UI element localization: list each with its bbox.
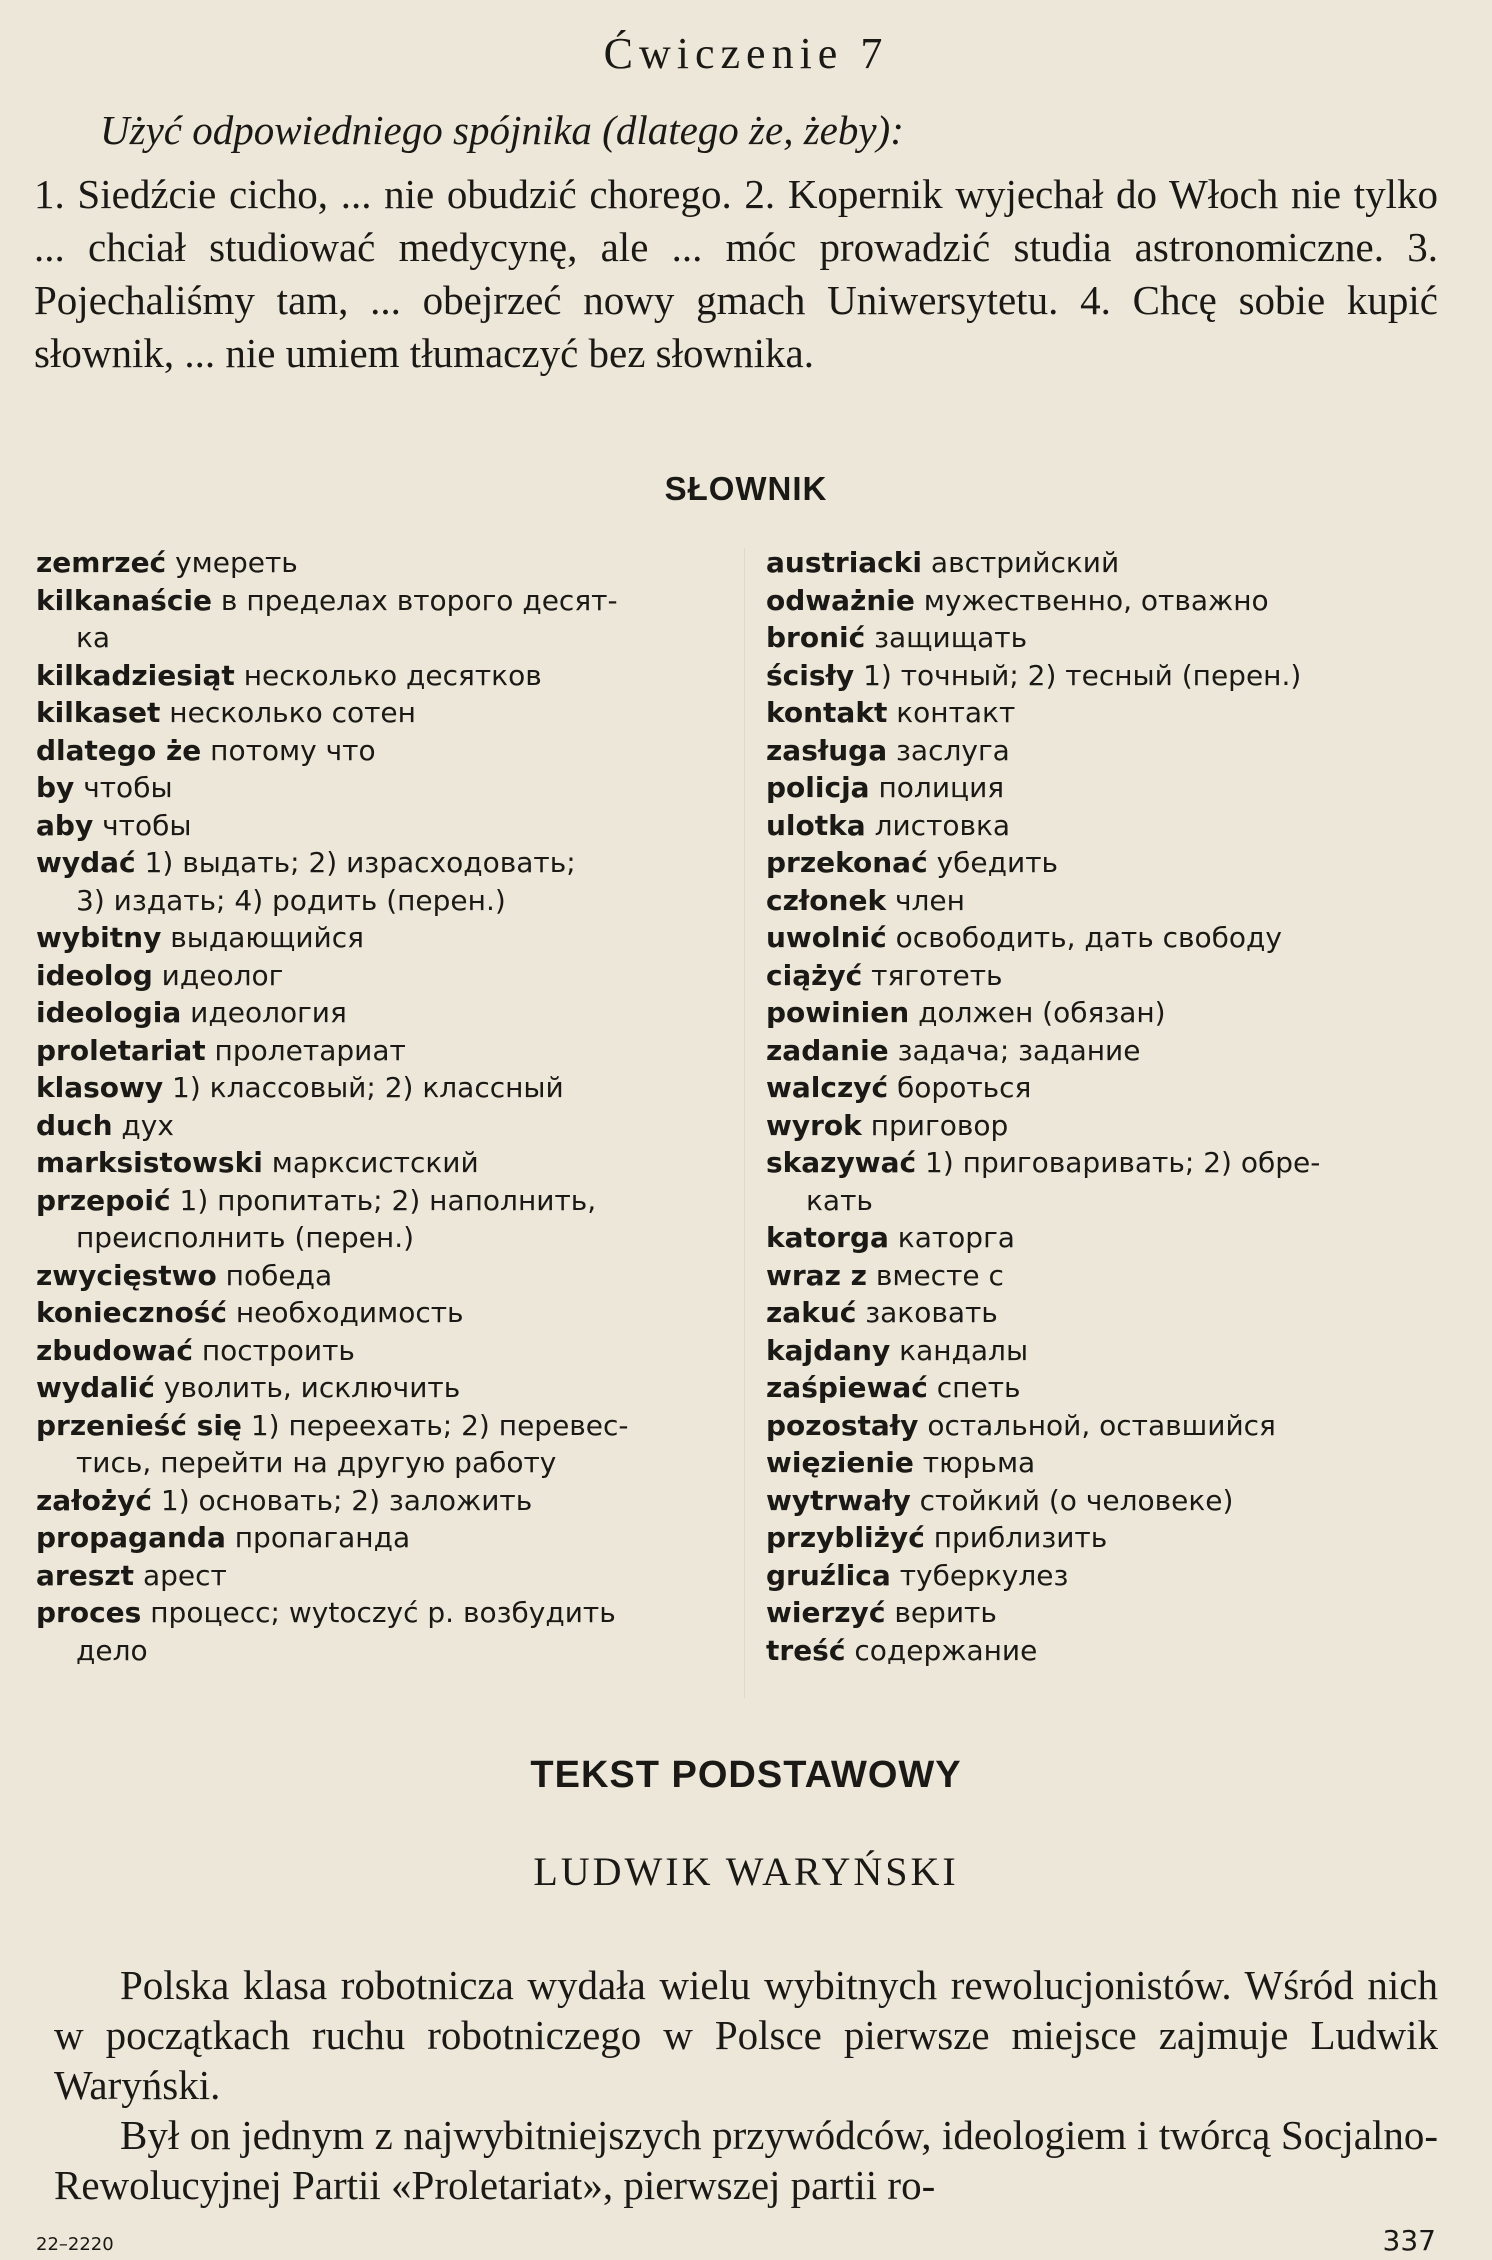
entry-translation: пропаганда bbox=[234, 1521, 411, 1554]
dictionary-entry bbox=[36, 1257, 736, 1295]
entry-translation: несколько десятков bbox=[243, 658, 542, 692]
entry-translation: пролетариат bbox=[214, 1033, 406, 1067]
entry-word: przybliżyć bbox=[766, 1521, 925, 1554]
entry-translation: спеть bbox=[936, 1371, 1021, 1404]
entry-translation: выдающийся bbox=[170, 921, 364, 954]
entry-translation: полиция bbox=[878, 771, 1005, 804]
entry-word: odważnie bbox=[766, 583, 915, 617]
dictionary-entry bbox=[36, 1594, 736, 1669]
entry-word: konieczność bbox=[36, 1296, 227, 1329]
entry-word: marksistowski bbox=[36, 1146, 263, 1179]
dictionary-entry bbox=[766, 732, 1456, 770]
entry-word: wybitny bbox=[36, 921, 162, 954]
dictionary-entry bbox=[36, 844, 736, 919]
dictionary-entry bbox=[36, 1144, 736, 1182]
dictionary-entry bbox=[766, 1519, 1456, 1557]
page-number: 337 bbox=[1382, 2224, 1436, 2257]
entry-word: pozostały bbox=[766, 1408, 919, 1442]
dictionary-entry bbox=[766, 582, 1456, 620]
entry-translation: умереть bbox=[175, 546, 298, 579]
dictionary-entry bbox=[766, 1107, 1456, 1145]
entry-translation: член bbox=[894, 883, 965, 917]
dictionary-entry bbox=[36, 1182, 736, 1257]
dictionary-entry bbox=[766, 882, 1456, 920]
entry-word: ścisły bbox=[766, 658, 855, 692]
entry-translation: дух bbox=[121, 1108, 174, 1142]
entry-translation: верить bbox=[894, 1596, 997, 1629]
entry-word: duch bbox=[36, 1108, 113, 1142]
entry-translation: листовка bbox=[874, 808, 1011, 842]
dictionary-entry bbox=[766, 1482, 1456, 1520]
entry-word: zasługa bbox=[766, 733, 888, 767]
exercise-instruction: Użyć odpowiedniego spójnika (dlatego że, żeby): bbox=[100, 107, 904, 153]
exercise-body: 1. Siedźcie cicho, ... nie obudzić chorego. 2. Kopernik wyjechał do Włoch nie tylko ... chciał studiować medycynę, ale ... móc prowadzić studia astronomiczne. 3. Pojechaliśmy tam, ... obejrzeć nowy gmach Uniwersytetu. 4. Chcę sobie kupić słownik, ... nie umiem tłumaczyć bez słownika. bbox=[34, 171, 1438, 376]
dictionary-entry bbox=[36, 1069, 736, 1107]
entry-translation-continued: кать bbox=[806, 1183, 873, 1217]
entry-translation: идеолог bbox=[161, 958, 284, 992]
entry-word: zbudować bbox=[36, 1333, 193, 1367]
entry-translation: содержание bbox=[854, 1633, 1038, 1667]
entry-translation: контакт bbox=[896, 696, 1016, 729]
dictionary-entry bbox=[766, 1407, 1456, 1445]
exercise-title: Ćwiczenie 7 bbox=[603, 29, 889, 78]
dictionary-entry bbox=[766, 1332, 1456, 1370]
dictionary-entry bbox=[36, 544, 736, 582]
entry-word: zemrzeć bbox=[36, 546, 167, 579]
entry-word: powinien bbox=[766, 996, 910, 1029]
entry-word: propaganda bbox=[36, 1521, 226, 1554]
entry-word: kilkanaście bbox=[36, 583, 213, 617]
dictionary-entry bbox=[766, 1219, 1456, 1257]
dictionary-entry bbox=[36, 1107, 736, 1145]
entry-word: zadanie bbox=[766, 1033, 889, 1067]
entry-word: przepoić bbox=[36, 1183, 171, 1217]
entry-word: zakuć bbox=[766, 1296, 857, 1329]
dictionary-entry bbox=[766, 1444, 1456, 1482]
entry-translation: 1) классовый; 2) классный bbox=[172, 1071, 564, 1104]
entry-translation: остальной, оставшийся bbox=[927, 1408, 1276, 1442]
entry-word: ideolog bbox=[36, 958, 153, 992]
entry-translation: тюрьма bbox=[922, 1446, 1036, 1479]
dictionary-entry bbox=[36, 694, 736, 732]
entry-translation: стойкий (о человеке) bbox=[919, 1483, 1234, 1517]
entry-word: zwycięstwo bbox=[36, 1258, 217, 1292]
entry-translation-continued: преисполнить (перен.) bbox=[76, 1221, 415, 1254]
entry-word: proces bbox=[36, 1596, 142, 1629]
article-body bbox=[54, 1960, 1438, 2210]
entry-translation-continued: тись, перейти на другую работу bbox=[76, 1446, 557, 1479]
entry-translation: задача; задание bbox=[897, 1033, 1141, 1067]
entry-word: areszt bbox=[36, 1558, 135, 1592]
dictionary-entry bbox=[36, 807, 736, 845]
entry-translation: построить bbox=[201, 1333, 355, 1367]
entry-translation: приговор bbox=[870, 1108, 1009, 1142]
entry-word: bronić bbox=[766, 621, 866, 654]
dictionary-entry bbox=[766, 657, 1456, 695]
entry-translation: необходимость bbox=[235, 1296, 464, 1329]
entry-translation-continued: 3) издать; 4) родить (перен.) bbox=[76, 883, 506, 917]
entry-translation: австрийский bbox=[930, 546, 1120, 579]
dictionary-entry bbox=[766, 619, 1456, 657]
dictionary-entry bbox=[36, 1482, 736, 1520]
dictionary-entry bbox=[766, 1069, 1456, 1107]
entry-translation: идеология bbox=[190, 996, 347, 1029]
entry-word: policja bbox=[766, 771, 870, 804]
entry-word: wytrwały bbox=[766, 1483, 911, 1517]
dictionary-entry bbox=[766, 1144, 1456, 1219]
dictionary-title: SŁOWNIK bbox=[664, 470, 828, 507]
entry-translation: победа bbox=[225, 1258, 333, 1292]
dictionary-entry bbox=[766, 694, 1456, 732]
entry-word: aby bbox=[36, 808, 94, 842]
entry-translation-continued: дело bbox=[76, 1633, 148, 1667]
text-section-heading: TEKST PODSTAWOWY bbox=[530, 1754, 962, 1796]
dictionary-entry bbox=[36, 1332, 736, 1370]
entry-translation: процесс; wytoczyć p. возбудить bbox=[150, 1596, 616, 1629]
entry-translation: освободить, дать свободу bbox=[895, 921, 1282, 954]
entry-word: przenieść się bbox=[36, 1408, 242, 1442]
dictionary-entry bbox=[36, 769, 736, 807]
entry-word: dlatego że bbox=[36, 733, 202, 767]
dictionary-entry bbox=[36, 994, 736, 1032]
entry-word: członek bbox=[766, 883, 887, 917]
entry-translation: заковать bbox=[865, 1296, 998, 1329]
entry-translation: защищать bbox=[874, 621, 1028, 654]
entry-translation: вместе с bbox=[875, 1258, 1004, 1292]
dictionary-entry bbox=[36, 1407, 736, 1482]
entry-word: ulotka bbox=[766, 808, 866, 842]
dictionary-entry bbox=[36, 957, 736, 995]
dictionary-entry bbox=[36, 1294, 736, 1332]
entry-translation: тяготеть bbox=[871, 958, 1003, 992]
dictionary-entry bbox=[766, 919, 1456, 957]
entry-word: wydalić bbox=[36, 1371, 155, 1404]
entry-word: ideologia bbox=[36, 996, 182, 1029]
entry-word: wydać bbox=[36, 846, 136, 879]
article-title: LUDWIK WARYŃSKI bbox=[533, 1849, 959, 1894]
dictionary-entry bbox=[36, 919, 736, 957]
entry-word: proletariat bbox=[36, 1033, 206, 1067]
entry-translation: 1) выдать; 2) израсходовать; bbox=[144, 846, 576, 879]
dictionary-entry bbox=[766, 957, 1456, 995]
entry-word: austriacki bbox=[766, 546, 922, 579]
dictionary-entry bbox=[766, 994, 1456, 1032]
entry-word: klasowy bbox=[36, 1071, 164, 1104]
entry-word: uwolnić bbox=[766, 921, 887, 954]
entry-translation: арест bbox=[142, 1558, 227, 1592]
entry-translation: потому что bbox=[210, 733, 376, 767]
entry-word: kilkadziesiąt bbox=[36, 658, 235, 692]
article-paragraph: Polska klasa robotnicza wydała wielu wybitnych rewolucjonistów. Wśród nich w początkach ruchu robotniczego w Polsce pierwsze miejsce zajmuje Ludwik Waryński. bbox=[54, 1962, 1438, 2108]
entry-word: kilkaset bbox=[36, 696, 161, 729]
dictionary-entry bbox=[36, 1519, 736, 1557]
dictionary-entry bbox=[36, 1369, 736, 1407]
dictionary-entry bbox=[766, 844, 1456, 882]
dictionary-entry bbox=[766, 1594, 1456, 1632]
entry-word: kajdany bbox=[766, 1333, 891, 1367]
entry-translation: 1) переехать; 2) перевес- bbox=[250, 1408, 629, 1442]
dictionary-entry bbox=[766, 1557, 1456, 1595]
dictionary-entry bbox=[36, 582, 736, 657]
entry-word: by bbox=[36, 771, 75, 804]
entry-translation: приблизить bbox=[933, 1521, 1108, 1554]
dictionary-entry bbox=[36, 1557, 736, 1595]
dictionary-entry bbox=[36, 657, 736, 695]
entry-word: założyć bbox=[36, 1483, 152, 1517]
entry-word: gruźlica bbox=[766, 1558, 891, 1592]
entry-word: ciążyć bbox=[766, 958, 863, 992]
column-divider bbox=[744, 548, 745, 1698]
dictionary-entry bbox=[766, 769, 1456, 807]
dictionary-entry bbox=[766, 1032, 1456, 1070]
entry-translation: 1) приговаривать; 2) обре- bbox=[925, 1146, 1321, 1179]
entry-translation: каторга bbox=[897, 1221, 1015, 1254]
entry-word: przekonać bbox=[766, 846, 928, 879]
entry-translation: 1) точный; 2) тесный (перен.) bbox=[863, 658, 1302, 692]
entry-word: więzienie bbox=[766, 1446, 914, 1479]
entry-translation: туберкулез bbox=[899, 1558, 1069, 1592]
dictionary-entry bbox=[766, 1257, 1456, 1295]
dictionary-entry bbox=[766, 1369, 1456, 1407]
entry-translation: 1) основать; 2) заложить bbox=[160, 1483, 533, 1517]
dictionary-entry bbox=[36, 732, 736, 770]
dictionary-entry bbox=[766, 1632, 1456, 1670]
entry-translation-continued: ка bbox=[76, 621, 111, 654]
entry-translation: уволить, исключить bbox=[163, 1371, 461, 1404]
entry-word: wraz z bbox=[766, 1258, 867, 1292]
entry-translation: чтобы bbox=[83, 771, 173, 804]
entry-translation: 1) пропитать; 2) наполнить, bbox=[179, 1183, 597, 1217]
entry-translation: мужественно, отважно bbox=[923, 583, 1269, 617]
entry-word: kontakt bbox=[766, 696, 888, 729]
entry-translation: несколько сотен bbox=[169, 696, 416, 729]
entry-word: treść bbox=[766, 1633, 846, 1667]
entry-translation: кандалы bbox=[899, 1333, 1029, 1367]
dictionary-entry bbox=[766, 1294, 1456, 1332]
entry-translation: заслуга bbox=[896, 733, 1010, 767]
entry-word: skazywać bbox=[766, 1146, 917, 1179]
entry-word: wierzyć bbox=[766, 1596, 886, 1629]
dictionary-right-column bbox=[766, 544, 1456, 1669]
entry-translation: марксистский bbox=[271, 1146, 479, 1179]
entry-translation: чтобы bbox=[102, 808, 192, 842]
entry-word: katorga bbox=[766, 1221, 889, 1254]
entry-translation: должен (обязан) bbox=[918, 996, 1166, 1029]
entry-translation: в пределах второго десят- bbox=[220, 583, 618, 617]
print-code: 22–2220 bbox=[36, 2234, 114, 2255]
dictionary-entry bbox=[766, 807, 1456, 845]
article-paragraph: Był on jednym z najwybitniejszych przywódców, ideologiem i twórcą Socjalno-Rewolucyjnej Partii «Proletariat», pierwszej partii ro- bbox=[54, 2112, 1438, 2208]
entry-word: wyrok bbox=[766, 1108, 862, 1142]
entry-word: zaśpiewać bbox=[766, 1371, 928, 1404]
entry-translation: бороться bbox=[897, 1071, 1032, 1104]
dictionary-left-column bbox=[36, 544, 736, 1669]
dictionary-entry bbox=[36, 1032, 736, 1070]
entry-word: walczyć bbox=[766, 1071, 889, 1104]
dictionary-entry bbox=[766, 544, 1456, 582]
entry-translation: убедить bbox=[936, 846, 1059, 879]
